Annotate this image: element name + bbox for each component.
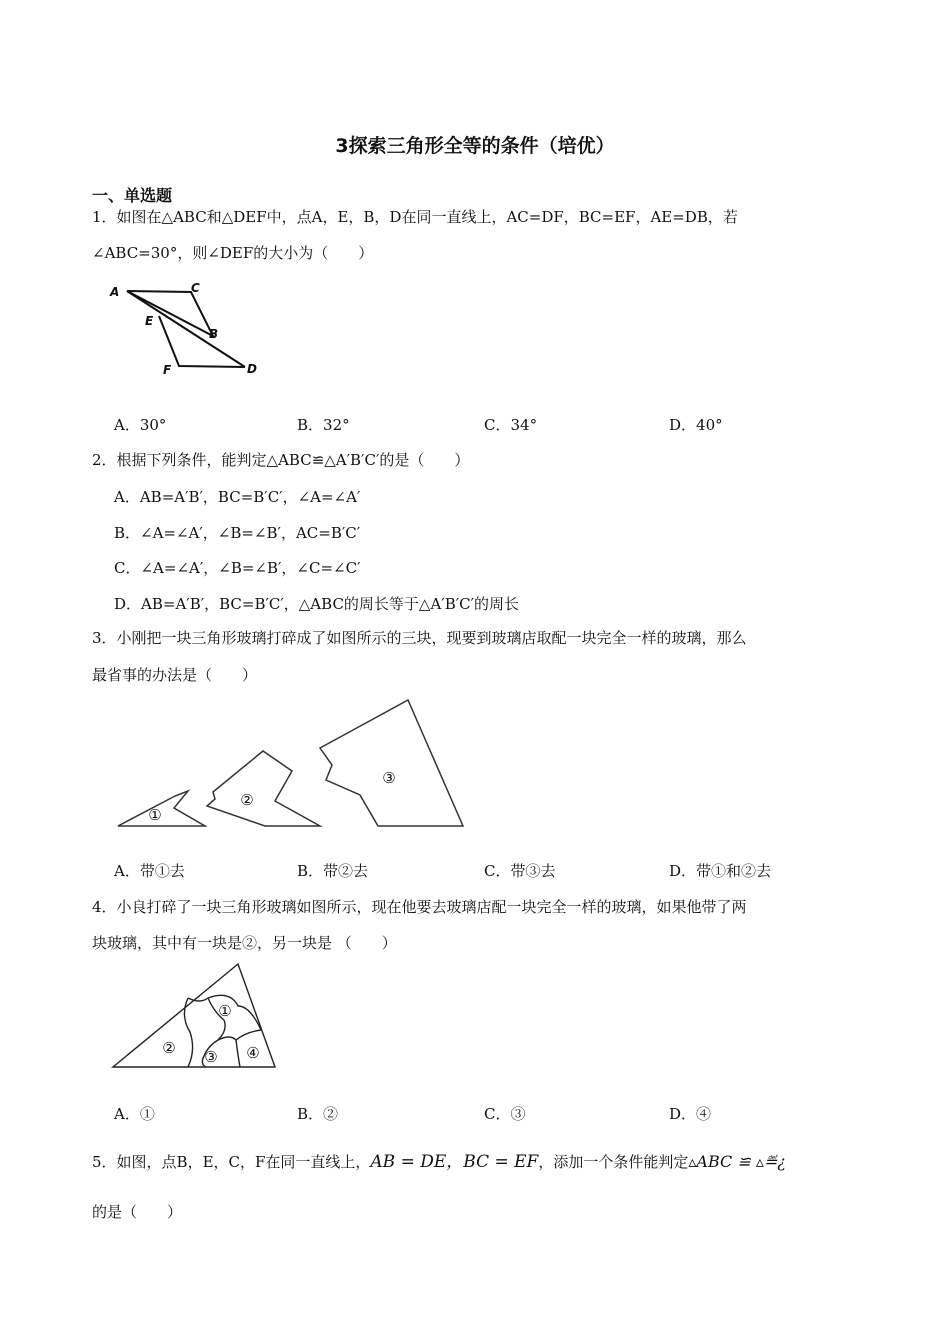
fig1-label-c: C — [191, 281, 200, 295]
question-3-text: 3．小刚把一块三角形玻璃打碎成了如图所示的三块，现要到玻璃店取配一块完全一样的玻璃，那么 — [92, 629, 747, 647]
question-5-text-cont: 的是（ ） — [92, 1203, 183, 1221]
q2-option-d[interactable]: D．AB=A′B′，BC=B′C′，△ABC的周长等于△A′B′C′的周长 — [114, 595, 520, 613]
fig1-label-d: D — [247, 362, 257, 376]
fig4-label-3: ③ — [204, 1048, 218, 1066]
question-3-text-cont: 最省事的办法是（ ） — [92, 666, 258, 684]
fig1-label-b: B — [209, 327, 219, 341]
fig4-label-4: ④ — [246, 1044, 260, 1062]
q1-option-c[interactable]: C．34° — [484, 416, 538, 434]
q2-option-b[interactable]: B．∠A=∠A′，∠B=∠B′，AC=B′C′ — [114, 524, 361, 542]
fig1-label-e: E — [145, 314, 154, 328]
fig4-crack-4 — [218, 1037, 240, 1067]
question-5-text — [92, 1152, 786, 1172]
q5-text-part1: 5．如图，点B，E，C，F在同一直线上， — [92, 1153, 371, 1171]
q4-option-c[interactable]: C．③ — [484, 1105, 526, 1123]
fig1-label-a: A — [110, 285, 120, 299]
fig3-label-1: ① — [148, 806, 162, 824]
q4-option-b[interactable]: B．② — [297, 1105, 339, 1123]
page-title: 3探索三角形全等的条件（培优） — [335, 135, 615, 157]
fig4-crack-2 — [184, 998, 192, 1067]
q5-text-part2: ，添加一个条件能判定 — [538, 1153, 689, 1171]
question-1-text-cont: ∠ABC=30°，则∠DEF的大小为（ ） — [92, 244, 374, 262]
fig3-label-3: ③ — [382, 769, 396, 787]
fig3-label-2: ② — [240, 791, 254, 809]
question-4-text-cont: 块玻璃，其中有一块是②，另一块是 （ ） — [92, 934, 397, 952]
q1-option-d[interactable]: D．40° — [669, 416, 723, 434]
q3-option-a[interactable]: A．带①去 — [114, 862, 185, 880]
fig4-label-2: ② — [162, 1039, 176, 1057]
question-2-text: 2．根据下列条件，能判定△ABC≌△A′B′C′的是（ ） — [92, 451, 470, 469]
fig3-piece-3 — [320, 700, 463, 826]
q3-option-b[interactable]: B．带②去 — [297, 862, 369, 880]
q1-option-a[interactable]: A．30° — [114, 416, 167, 434]
question-4-figure — [110, 960, 280, 1072]
q1-option-b[interactable]: B．32° — [297, 416, 350, 434]
q2-option-a[interactable]: A．AB=A′B′，BC=B′C′，∠A=∠A′ — [114, 488, 361, 506]
section-heading: 一、单选题 — [92, 186, 173, 205]
fig3-piece-2 — [207, 751, 320, 826]
question-1-text: 1．如图在△ABC和△DEF中，点A，E，B，D在同一直线上，AC=DF，BC=EF，AE=DB，若 — [92, 208, 738, 226]
question-4-text: 4．小良打碎了一块三角形玻璃如图所示，现在他要去玻璃店配一块完全一样的玻璃，如果他带了两 — [92, 898, 747, 916]
q3-option-c[interactable]: C．带③去 — [484, 862, 556, 880]
fig1-triangle-abc — [127, 291, 213, 336]
q4-option-a[interactable]: A．① — [114, 1105, 155, 1123]
q5-garbled-math: ▵ABC ≌ ▵≝¿ — [688, 1152, 786, 1171]
q2-option-c[interactable]: C．∠A=∠A′，∠B=∠B′，∠C=∠C′ — [114, 559, 361, 577]
q3-option-d[interactable]: D．带①和②去 — [669, 862, 772, 880]
fig1-label-f: F — [163, 363, 172, 377]
q4-option-d[interactable]: D．④ — [669, 1105, 712, 1123]
question-3-figure — [115, 695, 475, 835]
q5-math: AB = DE，BC = EF — [370, 1152, 539, 1172]
question-1-figure — [105, 278, 265, 378]
fig4-crack-6 — [236, 1030, 261, 1040]
fig1-line-ad — [127, 291, 245, 367]
fig4-label-1: ① — [218, 1002, 232, 1020]
